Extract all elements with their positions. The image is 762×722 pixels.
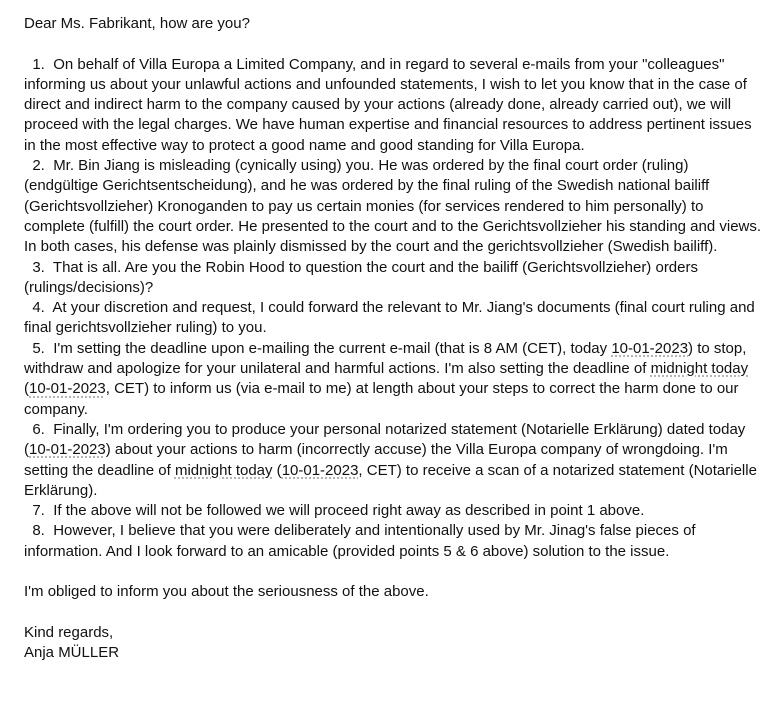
- detected-date-link[interactable]: midnight today: [174, 461, 273, 479]
- point-text: ) about your actions to harm (incorrectly accuse) the Villa Europa company of wrongdoing. I'm setting the deadline of: [24, 441, 728, 479]
- point-text: I'm setting the deadline upon e-mailing the current e-mail (that is 8 AM (CET), today: [53, 339, 612, 357]
- point-number: 2.: [24, 157, 54, 175]
- point-text: , CET) to inform us (via e-mail to me) at length about your steps to correct the harm done to our company.: [24, 380, 739, 418]
- point-number: 1.: [24, 55, 54, 73]
- point-text: At your discretion and request, I could forward the relevant to Mr. Jiang's documents (final court ruling and final gerichtsvollzieher ruling) to you.: [24, 299, 755, 337]
- point-5: [24, 339, 762, 420]
- point-text: If the above will not be followed we will proceed right away as described in point 1 above.: [53, 502, 645, 520]
- detected-date-link[interactable]: midnight today: [650, 360, 749, 378]
- spacer: [24, 603, 762, 623]
- point-number: 7.: [24, 502, 54, 520]
- point-number: 6.: [24, 420, 54, 438]
- greeting: Dear Ms. Fabrikant, how are you?: [24, 15, 250, 32]
- point-text: That is all. Are you the Robin Hood to question the court and the bailiff (Gerichtsvollzieher) orders (rulings/decisions)?: [24, 258, 698, 296]
- closing-note: I'm obliged to inform you about the seriousness of the above.: [24, 583, 429, 601]
- detected-date-link[interactable]: 10-01-2023: [281, 461, 359, 479]
- point-8: [24, 521, 762, 562]
- detected-date-link[interactable]: 10-01-2023: [29, 380, 106, 398]
- spacer: [24, 562, 762, 582]
- point-6: [24, 420, 762, 501]
- signature-name: Anja MÜLLER: [24, 644, 120, 662]
- detected-date-link[interactable]: 10-01-2023: [29, 441, 106, 459]
- point-text: ) to stop, withdraw and apologize for your unilateral and harmful actions. I'm also setting the deadline of: [24, 339, 747, 378]
- point-7: [24, 501, 762, 521]
- point-text: On behalf of Villa Europa a Limited Company, and in regard to several e-mails from your "colleagues" informing us about your unlawful actions and unfounded statements, I wish to let you know that in the case of direct and indirect harm to the company caused by your actions (already done, already carried out), we will proceed with the legal charges. We have human expertise and financial resources to address pertinent issues in the most effective way to protect a good name and good standing for Villa Europa.: [24, 55, 752, 154]
- point-number: 3.: [24, 258, 53, 276]
- point-text: (: [272, 461, 282, 479]
- point-1: [24, 55, 762, 156]
- sign-off: Kind regards,: [24, 623, 114, 641]
- point-2: [24, 156, 762, 257]
- point-text: , CET) to receive a scan of a notarized statement (Notarielle Erklärung).: [24, 461, 757, 499]
- spacer: [24, 34, 762, 54]
- point-3: [24, 258, 762, 299]
- point-4: [24, 298, 762, 339]
- detected-date-link[interactable]: 10-01-2023: [611, 339, 689, 357]
- point-number: 4.: [24, 299, 53, 317]
- point-text: (: [24, 380, 29, 398]
- point-text: Finally, I'm ordering you to produce your personal notarized statement (Notarielle Erklärung) dated today (: [24, 420, 746, 459]
- point-text: However, I believe that you were deliberately and intentionally used by Mr. Jinag's false pieces of information. And I look forward to an amicable (provided points 5 & 6 above) solution to the issue.: [24, 522, 696, 560]
- numbered-points: [24, 55, 762, 562]
- point-number: 5.: [24, 339, 54, 357]
- point-text: Mr. Bin Jiang is misleading (cynically using) you. He was ordered by the final court order (ruling) (endgültige Gerichtsentscheidung), and he was ordered by the final ruling of the Swedish national bailiff (Gerichtsvollzieher) Kronoganden to pay us certain monies (for services rendered to him personally) to complete (fulfill) the court order. He presented to the court and to the Gerichtsvollzieher his standing and views. In both cases, his defense was plainly dismissed by the court and the gerichtsvollzieher (Swedish bailiff).: [24, 157, 762, 256]
- point-number: 8.: [24, 522, 54, 540]
